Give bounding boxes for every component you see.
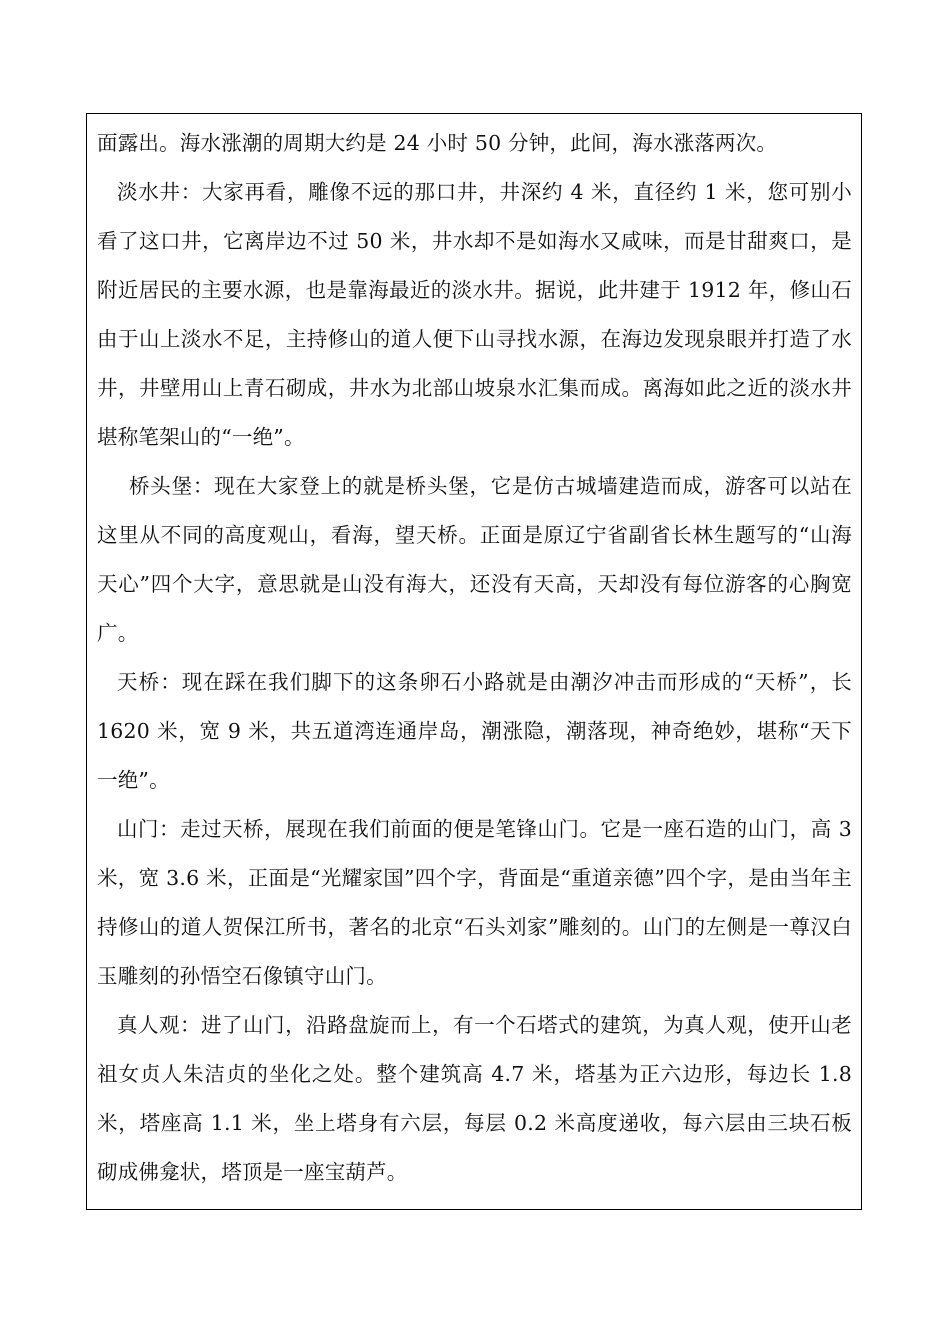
paragraph-sky-bridge: 天桥：现在踩在我们脚下的这条卵石小路就是由潮汐冲击而形成的“天桥”，长 1620 米，宽 9 米，共五道湾连通岸岛，潮涨隐，潮落现，神奇绝妙，堪称“天下一绝”。 (97, 670, 852, 792)
document-frame (86, 113, 862, 1210)
paragraph-tide: 面露出。海水涨潮的周期大约是 24 小时 50 分钟，此间，海水涨落两次。 (97, 131, 778, 155)
document-body (97, 119, 852, 1197)
paragraph-zhenren-temple: 真人观：进了山门，沿路盘旋而上，有一个石塔式的建筑，为真人观，使开山老祖女贞人朱洁贞的坐化之处。整个建筑高 4.7 米，塔基为正六边形，每边长 1.8 米，塔座高 1.1 米，坐上塔身有六层，每层 0.2 米高度递收，每六层由三块石板砌成佛龛状，塔顶是一座宝葫芦。 (97, 1013, 852, 1184)
paragraph-bridgehead-fort: 桥头堡：现在大家登上的就是桥头堡，它是仿古城墙建造而成，游客可以站在这里从不同的高度观山，看海，望天桥。正面是原辽宁省副省长林生题写的“山海天心”四个大字，意思就是山没有海大，还没有天高，天却没有每位游客的心胸宽广。 (97, 474, 852, 645)
paragraph-freshwater-well: 淡水井：大家再看，雕像不远的那口井，井深约 4 米，直径约 1 米，您可别小看了这口井，它离岸边不过 50 米，井水却不是如海水又咸味，而是甘甜爽口，是附近居民的主要水源，也是靠海最近的淡水井。据说，此井建于 1912 年，修山石由于山上淡水不足，主持修山的道人便下山寻找水源，在海边发现泉眼并打造了水井，井壁用山上青石砌成，井水为北部山坡泉水汇集而成。离海如此之近的淡水井堪称笔架山的“一绝”。 (97, 180, 852, 449)
paragraph-mountain-gate: 山门：走过天桥，展现在我们前面的便是笔锋山门。它是一座石造的山门，高 3 米，宽 3.6 米，正面是“光耀家国”四个字，背面是“重道亲德”四个字，是由当年主持修山的道人贺保江所书，著名的北京“石头刘家”雕刻的。山门的左侧是一尊汉白玉雕刻的孙悟空石像镇守山门。 (97, 817, 852, 988)
